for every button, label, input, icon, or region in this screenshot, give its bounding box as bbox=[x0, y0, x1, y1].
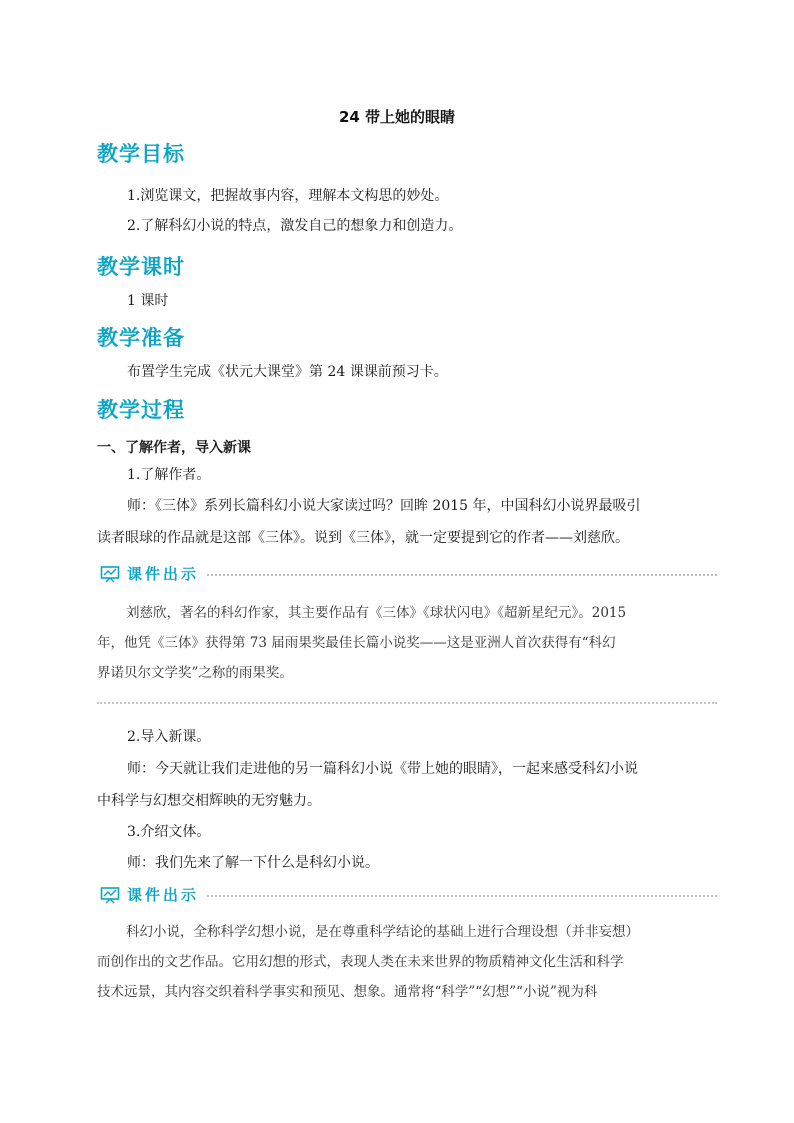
hours-text: 1 课时 bbox=[127, 293, 169, 309]
callout-1-line: 刘慈欣，著名的科幻作家，其主要作品有《三体》《球状闪电》《超新星纪元》。2015 bbox=[126, 605, 627, 621]
teacher-line-1a: 师：《三体》系列长篇科幻小说大家读过吗？回眸 2015 年，中国科幻小说界最吸引 bbox=[127, 498, 641, 514]
heading-prep: 教学准备 bbox=[97, 326, 185, 350]
callout-2-line: 而创作出的文艺作品。它用幻想的形式，表现人类在未来世界的物质精神文化生活和科学 bbox=[97, 954, 624, 970]
callout-1-line: 年，他凭《三体》获得第 73 届雨果奖最佳长篇小说奖——这是亚洲人首次获得有“科幻 bbox=[97, 635, 616, 651]
step-2: 2.导入新课。 bbox=[127, 729, 211, 745]
presentation-board-icon bbox=[100, 886, 120, 904]
callout-body-2 bbox=[97, 917, 717, 1007]
callout-2-line: 技术远景，其内容交织着科学事实和预见、想象。通常将“科学”“幻想”“小说”视为科 bbox=[97, 984, 598, 1000]
subheading-know-author: 一、了解作者，导入新课 bbox=[97, 440, 251, 456]
heading-hours: 教学课时 bbox=[97, 255, 185, 279]
presentation-board-icon bbox=[100, 565, 120, 583]
step-3: 3.介绍文体。 bbox=[127, 824, 211, 840]
heading-process: 教学过程 bbox=[97, 398, 185, 422]
callout-2-line: 科幻小说，全称科学幻想小说，是在尊重科学结论的基础上进行合理设想（并非妄想） bbox=[126, 924, 639, 940]
prep-text: 布置学生完成《状元大课堂》第 24 课课前预习卡。 bbox=[127, 364, 448, 380]
heading-goals: 教学目标 bbox=[97, 142, 185, 166]
callout-label: 课件出示 bbox=[127, 886, 200, 904]
teacher-line-3: 师：我们先来了解一下什么是科幻小说。 bbox=[127, 855, 379, 871]
courseware-callout-header-2 bbox=[97, 884, 717, 906]
teacher-line-2b: 中科学与幻想交相辉映的无穷魅力。 bbox=[97, 793, 321, 809]
step-1: 1.了解作者。 bbox=[127, 467, 211, 483]
goal-item-2: 2.了解科幻小说的特点，激发自己的想象力和创造力。 bbox=[127, 218, 463, 234]
teacher-line-2a: 师：今天就让我们走进他的另一篇科幻小说《带上她的眼睛》，一起来感受科幻小说 bbox=[127, 761, 638, 777]
callout-label: 课件出示 bbox=[127, 565, 200, 583]
callout-1-line: 界诺贝尔文学奖”之称的雨果奖。 bbox=[97, 665, 293, 681]
goal-item-1: 1.浏览课文，把握故事内容，理解本文构思的妙处。 bbox=[127, 188, 449, 204]
callout-divider bbox=[97, 702, 717, 704]
lesson-title: 24 带上她的眼睛 bbox=[338, 108, 456, 126]
callout-body-1 bbox=[97, 598, 717, 688]
dotted-rule bbox=[207, 574, 717, 576]
teacher-line-1b: 读者眼球的作品就是这部《三体》。说到《三体》，就一定要提到它的作者——刘慈欣。 bbox=[97, 530, 629, 546]
dotted-rule bbox=[207, 895, 717, 897]
courseware-callout-header-1 bbox=[97, 563, 717, 585]
